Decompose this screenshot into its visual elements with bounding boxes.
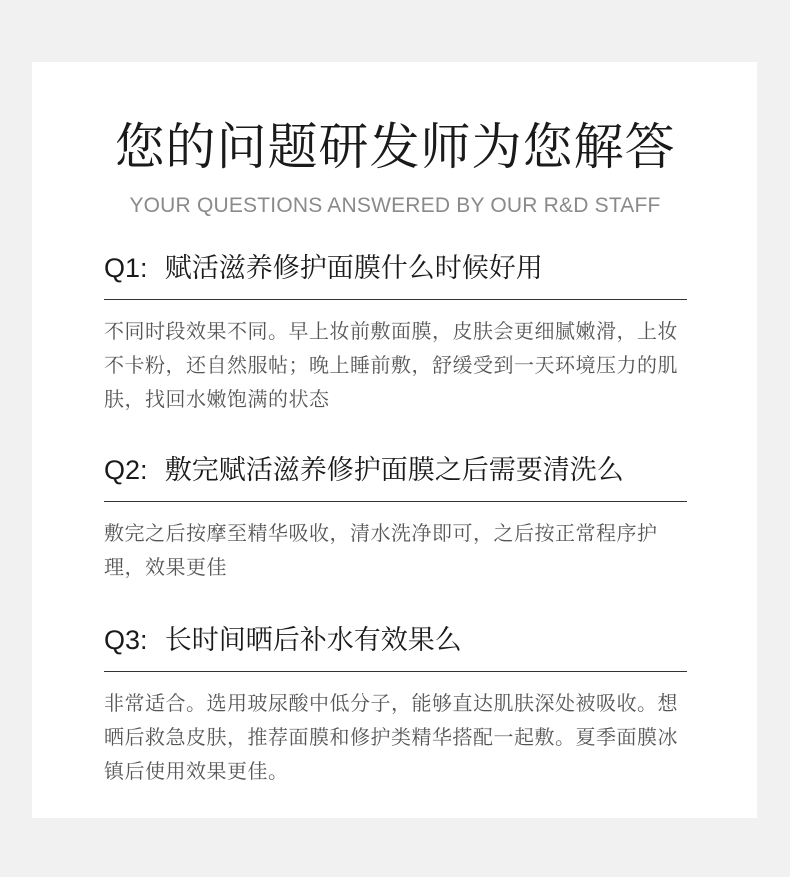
faq-answer-2: 敷完之后按摩至精华吸收，清水洗净即可，之后按正常程序护理，效果更佳	[104, 521, 658, 579]
faq-item-2	[104, 450, 687, 584]
faq-question-text-3: 长时间晒后补水有效果么	[164, 625, 462, 656]
faq-divider-3	[104, 671, 687, 672]
faq-item-1	[104, 248, 687, 416]
faq-question-1	[104, 248, 687, 289]
faq-question-label-2: Q2:	[104, 455, 148, 485]
faq-divider-2	[104, 501, 687, 502]
page-subtitle: YOUR QUESTIONS ANSWERED BY OUR R&D STAFF	[129, 194, 661, 217]
page-title: 您的问题研发师为您解答	[114, 118, 676, 176]
faq-question-3	[104, 620, 687, 661]
faq-answer-1: 不同时段效果不同。早上妆前敷面膜，皮肤会更细腻嫩滑，上妆不卡粉，还自然服帖；晚上睡前敷，舒缓受到一天环境压力的肌肤，找回水嫩饱满的状态	[104, 319, 678, 411]
faq-question-text-2: 敷完赋活滋养修护面膜之后需要清洗么	[164, 455, 624, 486]
faq-question-text-1: 赋活滋养修护面膜什么时候好用	[164, 253, 543, 284]
faq-answer-3: 非常适合。选用玻尿酸中低分子，能够直达肌肤深处被吸收。想晒后救急皮肤，推荐面膜和修护类精华搭配一起敷。夏季面膜冰镇后使用效果更佳。	[104, 691, 678, 783]
faq-item-3	[104, 620, 687, 788]
faq-question-label-1: Q1:	[104, 253, 148, 283]
faq-question-label-3: Q3:	[104, 625, 148, 655]
faq-divider-1	[104, 299, 687, 300]
faq-question-2	[104, 450, 687, 491]
